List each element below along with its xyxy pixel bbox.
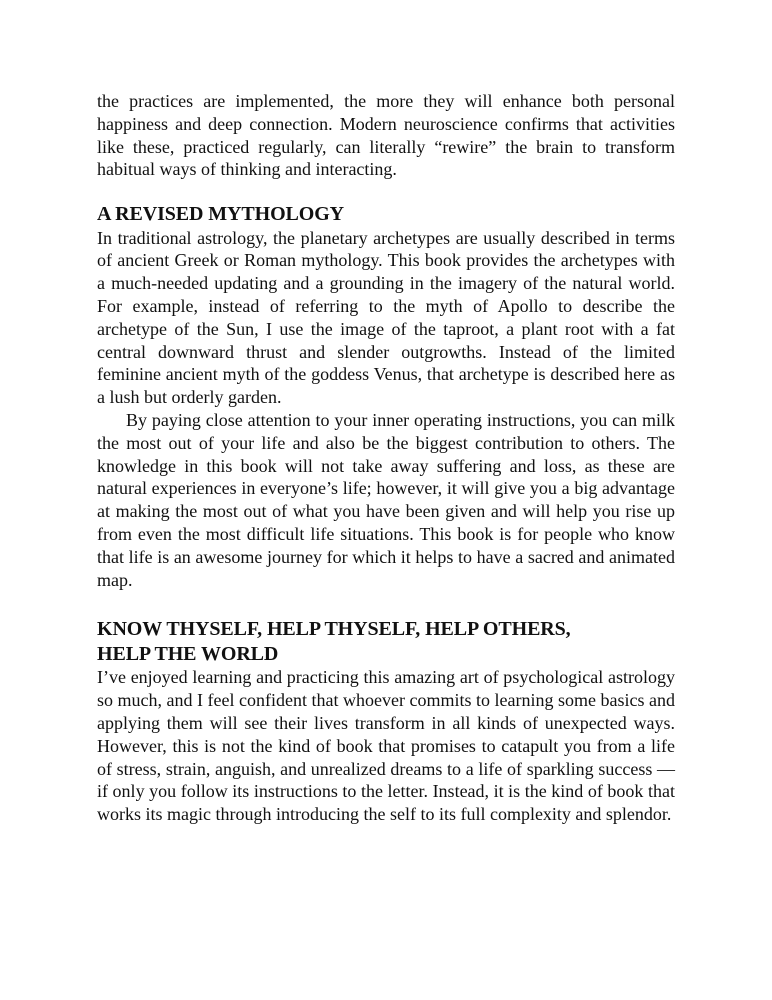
intro-paragraph: the practices are implemented, the more they will enhance both personal happiness and deep connection. Modern neuroscience confirms that activities like these, practiced regularly, can literally “rewire” the brain to transform habitual ways of thinking and interacting. — [97, 91, 675, 180]
section-heading-know-thyself — [97, 617, 675, 666]
heading-line-2: HELP THE WORLD — [97, 642, 279, 665]
mythology-paragraph-1: In traditional astrology, the planetary archetypes are usually described in terms of ancient Greek or Roman mythology. This book provides the archetypes with a much-needed updating and a grounding in the imagery of the natural world. For example, instead of referring to the myth of Apollo to describe the archetype of the Sun, I use the image of the taproot, a plant root with a fat central downward thrust and slender outgrowths. Instead of the limited feminine ancient myth of the goddess Venus, that archetype is described here as a lush but orderly garden. — [97, 227, 675, 408]
mythology-paragraph-2: By paying close attention to your inner operating instructions, you can milk the most out of your life and also be the biggest contribution to others. The knowledge in this book will not take away suffering and loss, as these are natural experiences in everyone’s life; however, it will give you a big advantage at making the most out of what you have been given and will help you rise up from even the most difficult life situations. This book is for people who know that life is an awesome journey for which it helps to have a sacred and animated map. — [97, 410, 675, 590]
know-thyself-paragraph: I’ve enjoyed learning and practicing this amazing art of psychological astrology so much, and I feel confident that whoever commits to learning some basics and applying them will see their lives transform in all kinds of unexpected ways. However, this is not the kind of book that promises to catapult you from a life of stress, strain, anguish, and unrealized dreams to a life of sparkling success — if only you follow its instructions to the letter. Instead, it is the kind of book that works its magic through introducing the self to its full complexity and splendor. — [97, 667, 675, 825]
section-spacer — [97, 591, 675, 617]
section-spacer — [97, 181, 675, 202]
book-page — [97, 90, 675, 826]
heading-line-1: KNOW THYSELF, HELP THYSELF, HELP OTHERS, — [97, 618, 571, 641]
section-heading-revised-mythology: A REVISED MYTHOLOGY — [97, 203, 345, 226]
